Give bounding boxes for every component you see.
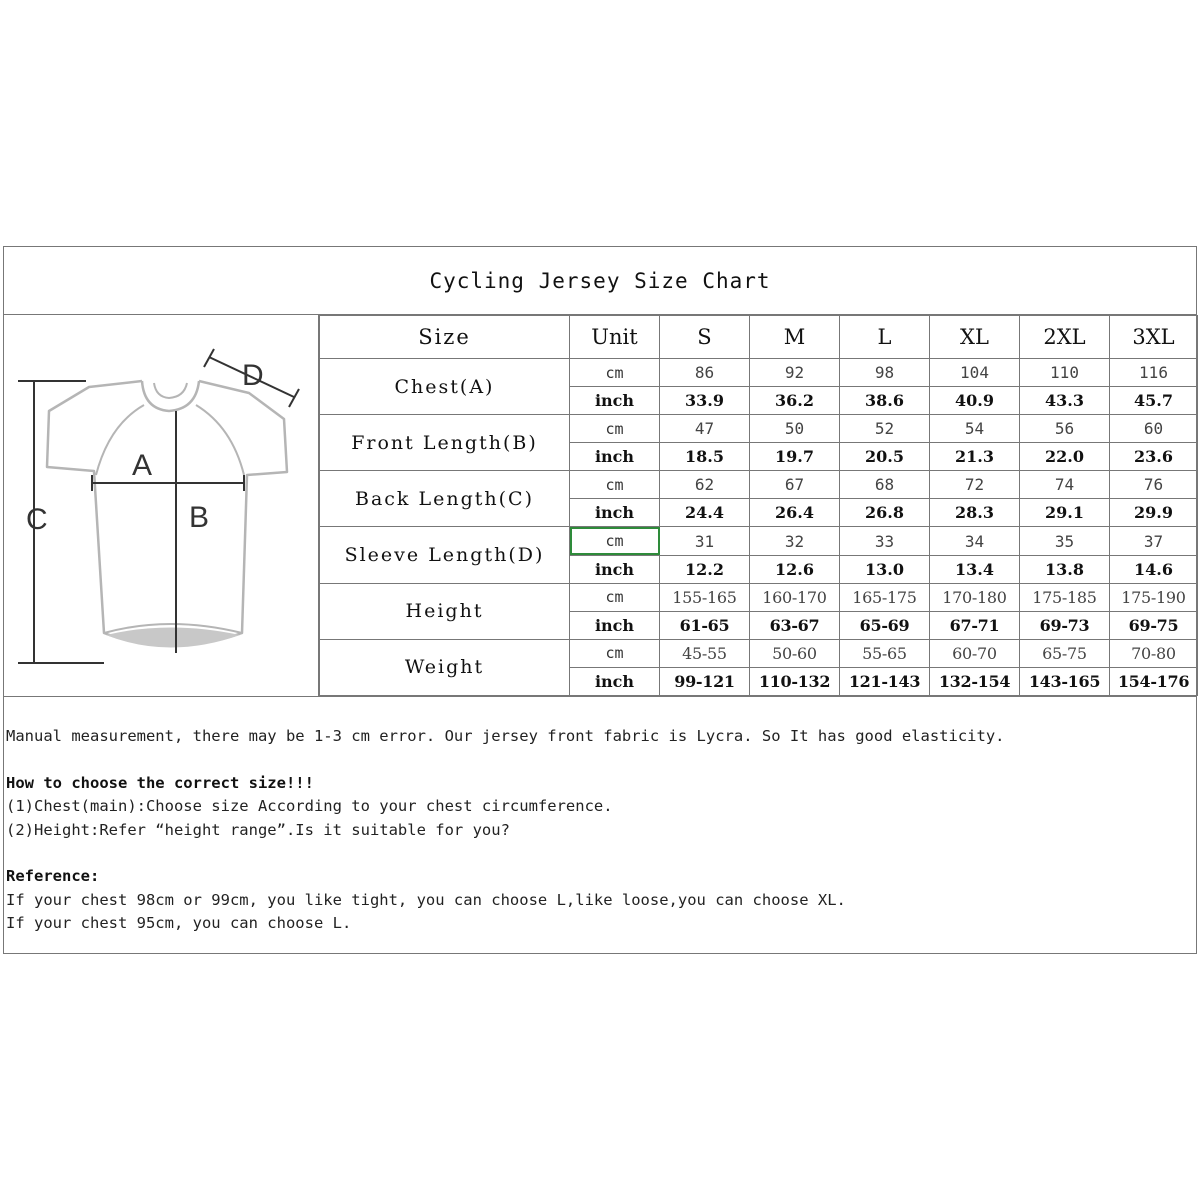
cell-cm-xl: 104 [930, 359, 1020, 387]
unit-cell: cm [570, 415, 660, 443]
unit-cell: cm [570, 639, 660, 667]
label-a: A [132, 449, 153, 482]
cell-inch-xl: 13.4 [930, 555, 1020, 583]
cell-cm-3xl: 37 [1110, 527, 1198, 555]
cell-inch-2xl: 29.1 [1020, 499, 1110, 527]
table-row [320, 527, 1198, 555]
reference-line-1: If your chest 98cm or 99cm, you like tight, you can choose L,like loose,you can choose XL. [6, 890, 846, 909]
header-row [320, 316, 1198, 359]
cell-cm-2xl: 65-75 [1020, 639, 1110, 667]
label-c: C [26, 503, 48, 536]
unit-cell: cm [570, 359, 660, 387]
cell-cm-3xl: 60 [1110, 415, 1198, 443]
measurement-label: Sleeve Length(D) [320, 527, 570, 583]
table-row [320, 471, 1198, 499]
label-b: B [189, 501, 210, 534]
header-size-m: M [750, 316, 840, 359]
how-to-title: How to choose the correct size!!! [6, 773, 314, 792]
cell-inch-s: 12.2 [660, 555, 750, 583]
unit-cell: inch [570, 667, 660, 695]
cell-inch-2xl: 69-73 [1020, 611, 1110, 639]
cell-inch-3xl: 45.7 [1110, 387, 1198, 415]
unit-cell: cm [570, 471, 660, 499]
cell-inch-l: 26.8 [840, 499, 930, 527]
cell-inch-s: 18.5 [660, 443, 750, 471]
cell-cm-l: 68 [840, 471, 930, 499]
cell-cm-xl: 60-70 [930, 639, 1020, 667]
cell-inch-s: 61-65 [660, 611, 750, 639]
cell-cm-2xl: 110 [1020, 359, 1110, 387]
table-row [320, 359, 1198, 387]
size-table [319, 315, 1198, 696]
cell-cm-l: 52 [840, 415, 930, 443]
jersey-outline-icon [4, 315, 319, 696]
cell-cm-s: 155-165 [660, 583, 750, 611]
cell-inch-m: 19.7 [750, 443, 840, 471]
measurement-label: Back Length(C) [320, 471, 570, 527]
cell-cm-l: 98 [840, 359, 930, 387]
header-size-l: L [840, 316, 930, 359]
cell-inch-s: 99-121 [660, 667, 750, 695]
cell-inch-3xl: 154-176 [1110, 667, 1198, 695]
unit-cell: cm [570, 583, 660, 611]
title-row [4, 247, 1196, 315]
cell-cm-m: 92 [750, 359, 840, 387]
chart-title: Cycling Jersey Size Chart [429, 268, 771, 293]
cell-inch-l: 38.6 [840, 387, 930, 415]
unit-cell-selected[interactable]: cm [570, 527, 660, 555]
measurement-label: Weight [320, 639, 570, 695]
cell-cm-m: 50 [750, 415, 840, 443]
cell-inch-3xl: 69-75 [1110, 611, 1198, 639]
cell-inch-s: 33.9 [660, 387, 750, 415]
cell-cm-xl: 54 [930, 415, 1020, 443]
cell-inch-xl: 67-71 [930, 611, 1020, 639]
cell-cm-s: 62 [660, 471, 750, 499]
how-to-step-1: (1)Chest(main):Choose size According to your chest circumference. [6, 797, 613, 815]
cell-cm-2xl: 35 [1020, 527, 1110, 555]
measurement-label: Height [320, 583, 570, 639]
cell-cm-xl: 170-180 [930, 583, 1020, 611]
cell-inch-m: 12.6 [750, 555, 840, 583]
cell-inch-l: 121-143 [840, 667, 930, 695]
cell-inch-3xl: 14.6 [1110, 555, 1198, 583]
cell-inch-2xl: 22.0 [1020, 443, 1110, 471]
unit-cell: inch [570, 555, 660, 583]
cell-cm-s: 31 [660, 527, 750, 555]
cell-inch-l: 20.5 [840, 443, 930, 471]
reference-line-2: If your chest 95cm, you can choose L. [6, 914, 352, 932]
cell-cm-l: 33 [840, 527, 930, 555]
disclaimer-text: Manual measurement, there may be 1-3 cm error. Our jersey front fabric is Lycra. So It has good elasticity. [6, 727, 1005, 745]
cell-cm-2xl: 74 [1020, 471, 1110, 499]
cell-inch-s: 24.4 [660, 499, 750, 527]
cell-inch-3xl: 23.6 [1110, 443, 1198, 471]
cell-inch-xl: 40.9 [930, 387, 1020, 415]
cell-cm-3xl: 70-80 [1110, 639, 1198, 667]
table-row [320, 415, 1198, 443]
reference-title: Reference: [6, 867, 100, 885]
how-to-step-2: (2)Height:Refer “height range”.Is it suitable for you? [6, 820, 510, 839]
cell-cm-3xl: 76 [1110, 471, 1198, 499]
cell-cm-2xl: 175-185 [1020, 583, 1110, 611]
jersey-diagram [4, 315, 319, 696]
unit-cell: inch [570, 611, 660, 639]
cell-cm-3xl: 175-190 [1110, 583, 1198, 611]
header-size-s: S [660, 316, 750, 359]
header-size-3xl: 3XL [1110, 316, 1198, 359]
cell-cm-m: 50-60 [750, 639, 840, 667]
measurement-label: Front Length(B) [320, 415, 570, 471]
cell-cm-xl: 34 [930, 527, 1020, 555]
unit-cell: inch [570, 499, 660, 527]
cell-inch-xl: 28.3 [930, 499, 1020, 527]
notes-section [4, 696, 1196, 953]
label-d: D [242, 359, 264, 392]
cell-inch-xl: 132-154 [930, 667, 1020, 695]
cell-inch-m: 110-132 [750, 667, 840, 695]
header-size-xl: XL [930, 316, 1020, 359]
cell-cm-s: 45-55 [660, 639, 750, 667]
table-row [320, 639, 1198, 667]
header-size-2xl: 2XL [1020, 316, 1110, 359]
cell-inch-2xl: 43.3 [1020, 387, 1110, 415]
unit-cell: inch [570, 443, 660, 471]
cell-cm-m: 32 [750, 527, 840, 555]
measurement-label: Chest(A) [320, 359, 570, 415]
cell-inch-l: 65-69 [840, 611, 930, 639]
cell-inch-m: 36.2 [750, 387, 840, 415]
cell-cm-l: 165-175 [840, 583, 930, 611]
cell-cm-m: 67 [750, 471, 840, 499]
cell-cm-xl: 72 [930, 471, 1020, 499]
table-row [320, 583, 1198, 611]
unit-cell: inch [570, 387, 660, 415]
cell-cm-2xl: 56 [1020, 415, 1110, 443]
cell-inch-l: 13.0 [840, 555, 930, 583]
cell-cm-s: 47 [660, 415, 750, 443]
cell-cm-l: 55-65 [840, 639, 930, 667]
cell-inch-2xl: 143-165 [1020, 667, 1110, 695]
cell-inch-xl: 21.3 [930, 443, 1020, 471]
header-unit: Unit [570, 316, 660, 359]
cell-cm-m: 160-170 [750, 583, 840, 611]
cell-inch-m: 63-67 [750, 611, 840, 639]
size-chart-sheet [3, 246, 1197, 954]
cell-cm-s: 86 [660, 359, 750, 387]
header-size: Size [320, 316, 570, 359]
cell-inch-3xl: 29.9 [1110, 499, 1198, 527]
cell-inch-2xl: 13.8 [1020, 555, 1110, 583]
cell-cm-3xl: 116 [1110, 359, 1198, 387]
cell-inch-m: 26.4 [750, 499, 840, 527]
